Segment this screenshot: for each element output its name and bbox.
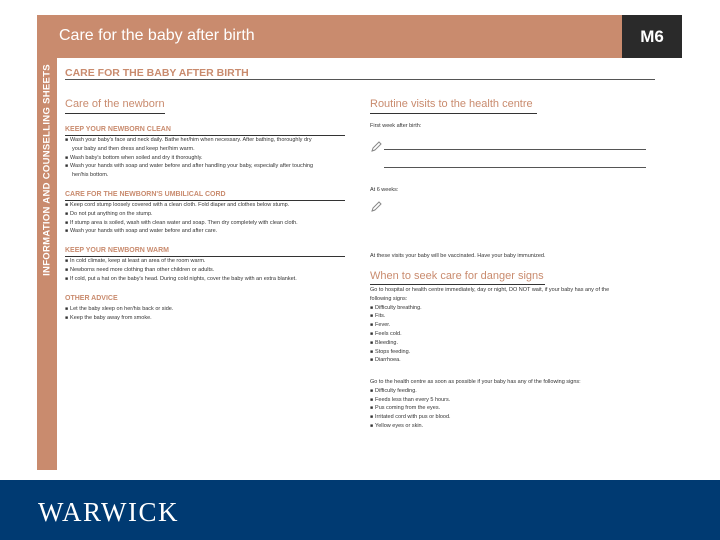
list-item: ■ Irritated cord with pus or blood. (370, 413, 581, 422)
section-title-newborn: Care of the newborn (65, 98, 165, 110)
list-item: ■ Wash your hands with soap and water before and after care. (65, 227, 298, 236)
list-item: ■ Feeds less than every 5 hours. (370, 396, 581, 405)
sheet-code-box (622, 15, 682, 58)
warwick-logo: WARWICK (38, 497, 179, 527)
list-item: ■ Keep cord stump loosely covered with a clean cloth. Fold diaper and clothes below stump. (65, 201, 298, 210)
subheading-clean: KEEP YOUR NEWBORN CLEAN (65, 126, 171, 133)
subheading-warm: KEEP YOUR NEWBORN WARM (65, 247, 169, 254)
list-item: ■ Bleeding. (370, 339, 609, 348)
danger-signs-block (370, 286, 609, 365)
list-item: ■ Fever. (370, 321, 609, 330)
soon-intro-line: Go to the health centre as soon as possible if your baby has any of the following signs: (370, 379, 581, 385)
info-sheet (37, 15, 682, 470)
list-item: ■ Stops feeding. (370, 348, 609, 357)
list-item: ■ Difficulty feeding. (370, 387, 581, 396)
danger-title-rule (370, 284, 545, 285)
list-item: ■ Wash baby's bottom when soiled and dry it thoroughly. (65, 154, 313, 163)
list-item: ■ Fits. (370, 312, 609, 321)
pencil-icon (370, 141, 382, 153)
section-title-rule (65, 113, 165, 114)
list-item: ■ Feels cold. (370, 330, 609, 339)
block-other-text (65, 305, 173, 323)
list-item: ■ If cold, put a hat on the baby's head. During cold nights, cover the baby with an extra blanket. (65, 275, 297, 284)
list-item: ■ Difficulty breathing. (370, 304, 609, 313)
list-item: ■ Diarrhoea. (370, 356, 609, 365)
first-week-label: First week after birth: (370, 123, 422, 129)
pencil-icon (370, 201, 382, 213)
danger-intro-line: Go to hospital or health centre immediately, day or night, DO NOT wait, if your baby has any of the (370, 287, 610, 293)
list-item: ■ Yellow eyes or skin. (370, 422, 581, 431)
list-item: her/his bottom. (72, 172, 109, 179)
list-item: your baby and then dress and keep her/him warm. (72, 145, 195, 152)
sheet-title-bar (37, 15, 622, 58)
write-line (384, 167, 646, 168)
list-item: ■ Newborns need more clothing than other children or adults. (65, 266, 297, 275)
section-title-visits: Routine visits to the health centre (370, 98, 533, 110)
list-item: ■ Do not put anything on the stump. (65, 210, 298, 219)
list-item: ■ Wash your baby's face and neck daily. Bathe her/him when necessary. After bathing, thoroughly dry (65, 136, 313, 145)
block-cord-text (65, 201, 298, 236)
list-item: ■ Pus coming from the eyes. (370, 404, 581, 413)
soon-signs-block (370, 378, 581, 431)
list-item: ■ Keep the baby away from smoke. (65, 314, 173, 323)
main-heading: CARE FOR THE BABY AFTER BIRTH (65, 67, 249, 79)
list-item: ■ If stump area is soiled, wash with clean water and soap. Then dry completely with clean cloth. (65, 219, 298, 228)
sheet-title: Care for the baby after birth (59, 27, 255, 44)
vaccination-note: At these visits your baby will be vaccinated. Have your baby immunized. (370, 253, 546, 259)
section-title-rule (370, 113, 537, 114)
block-clean-text (65, 136, 313, 180)
write-line (384, 149, 646, 150)
six-weeks-label: At 6 weeks: (370, 187, 399, 193)
danger-title: When to seek care for danger signs (370, 270, 544, 282)
list-item: ■ In cold climate, keep at least an area of the room warm. (65, 257, 297, 266)
danger-intro-line: following signs: (370, 295, 408, 302)
subheading-other: OTHER ADVICE (65, 295, 118, 302)
sheet-code: M6 (640, 27, 664, 46)
block-warm-text (65, 257, 297, 283)
list-item: ■ Let the baby sleep on her/his back or side. (65, 305, 173, 314)
side-label: INFORMATION AND COUNSELLING SHEETS (41, 64, 53, 276)
list-item: ■ Wash your hands with soap and water before and after handling your baby, especially after touching (65, 162, 313, 171)
main-heading-rule (65, 79, 655, 80)
subheading-cord: CARE FOR THE NEWBORN'S UMBILICAL CORD (65, 191, 226, 198)
